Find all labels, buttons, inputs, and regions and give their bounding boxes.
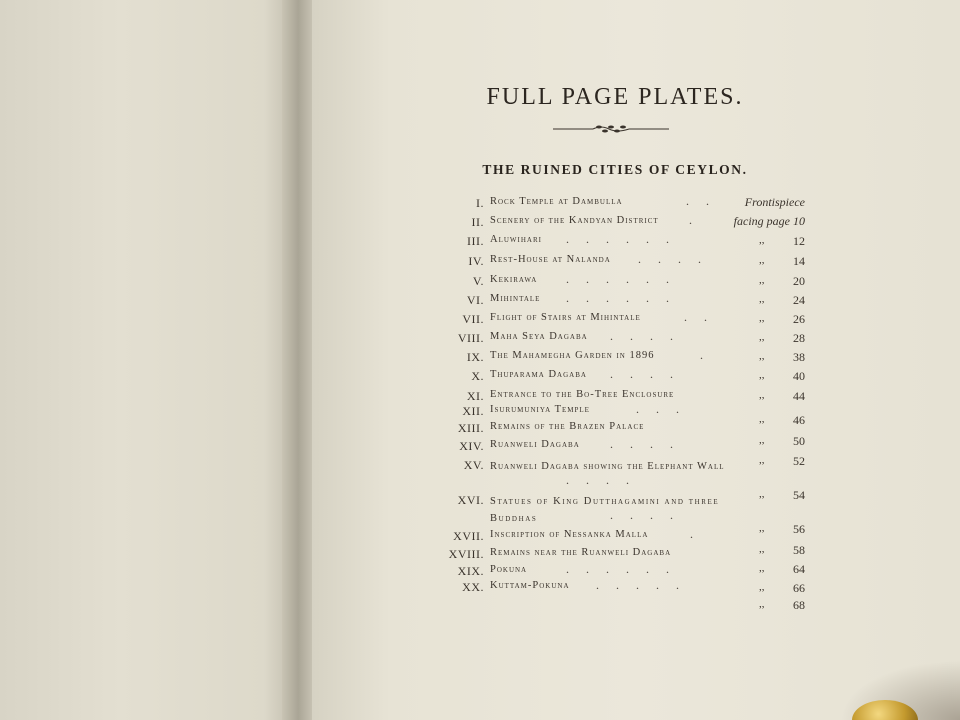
- dot-leader: ......: [566, 232, 686, 246]
- section-title: THE RUINED CITIES OF CEYLON.: [482, 162, 748, 177]
- plate-title: Rock Temple at Dambulla: [490, 196, 623, 207]
- plate-entry: [0, 233, 960, 253]
- dot-leader: ....: [566, 473, 646, 487]
- plate-title: Rest-House at Nalanda: [490, 254, 611, 265]
- plate-page: 50: [793, 434, 805, 448]
- plate-title: Ruanweli Dagaba: [490, 439, 580, 450]
- ditto-mark: ,,: [759, 522, 765, 534]
- ditto-mark: ,,: [759, 254, 765, 266]
- plate-title: Aluwihari: [490, 234, 542, 245]
- plate-numeral: XIII.: [457, 421, 484, 435]
- plate-page: 26: [793, 312, 805, 326]
- dot-leader: .: [689, 213, 709, 227]
- plate-numeral: VIII.: [457, 331, 484, 345]
- plate-page: 52: [793, 454, 805, 468]
- plate-entry: [0, 253, 960, 273]
- ditto-mark: ,,: [759, 234, 765, 246]
- plate-page: 40: [793, 369, 805, 383]
- ditto-mark: ,,: [759, 413, 765, 425]
- ditto-mark: ,,: [759, 454, 765, 466]
- plate-numeral: XVII.: [453, 529, 484, 543]
- dot-leader: .: [690, 527, 710, 541]
- plate-page: 28: [793, 331, 805, 345]
- plate-numeral: XIX.: [457, 564, 484, 578]
- plate-numeral: XI.: [466, 389, 484, 403]
- plate-numeral: XIV.: [459, 439, 484, 453]
- plate-title: Maha Seya Dagaba: [490, 331, 588, 342]
- plate-title: Kekirawa: [490, 274, 538, 285]
- dot-leader: ..: [684, 310, 724, 324]
- plate-title: Pokuna: [490, 564, 528, 575]
- dot-leader: ......: [566, 562, 686, 576]
- plate-page: 56: [793, 522, 805, 536]
- dot-leader: ....: [610, 437, 690, 451]
- plate-page: 44: [793, 389, 805, 403]
- plate-entry: [0, 311, 960, 331]
- ditto-mark: ,,: [759, 331, 765, 343]
- plate-numeral: IV.: [468, 254, 484, 268]
- plate-title: Remains near the Ruanweli Dagaba: [490, 547, 672, 558]
- plate-page: 12: [793, 234, 805, 248]
- plate-numeral: X.: [471, 369, 484, 383]
- plate-title: Statues of King Dutthagamini and three Buddhas: [490, 496, 720, 524]
- plate-numeral: IX.: [466, 350, 484, 364]
- plate-page: 38: [793, 350, 805, 364]
- plate-page: 46: [793, 413, 805, 427]
- ditto-mark: ,,: [759, 350, 765, 362]
- plate-numeral: III.: [467, 234, 484, 248]
- dot-leader: ...: [636, 402, 696, 416]
- dot-leader: ....: [638, 252, 718, 266]
- dot-leader: ..: [686, 194, 726, 208]
- plate-entry: [0, 330, 960, 350]
- plate-numeral: I.: [476, 196, 484, 210]
- plate-title: Entrance to the Bo-Tree Enclosure: [490, 389, 675, 400]
- plate-numeral: VI.: [466, 293, 484, 307]
- plate-page: 14: [793, 254, 805, 268]
- ditto-mark: ,,: [759, 598, 765, 610]
- plate-title: The Mahamegha Garden in 1896: [490, 350, 655, 361]
- ditto-mark: ,,: [759, 434, 765, 446]
- dot-leader: ....: [610, 508, 690, 522]
- dot-leader: ....: [610, 329, 690, 343]
- plate-page: 58: [793, 543, 805, 557]
- plate-page: 54: [793, 488, 805, 502]
- plate-entry: [0, 349, 960, 369]
- plate-title: Inscription of Nessanka Malla: [490, 529, 649, 540]
- plate-title: Remains of the Brazen Palace: [490, 421, 645, 432]
- plate-title: Ruanweli Dagaba showing the Elephant Wall: [490, 461, 725, 472]
- plate-entry: [0, 214, 960, 234]
- dot-leader: ......: [566, 291, 686, 305]
- ditto-mark: ,,: [759, 581, 765, 593]
- plate-page: 66: [793, 581, 805, 595]
- plate-page: 68: [793, 598, 805, 612]
- plate-title: Kuttam-Pokuna: [490, 580, 570, 591]
- plate-entry: [0, 195, 960, 215]
- ditto-mark: ,,: [759, 369, 765, 381]
- plate-numeral: XX.: [462, 580, 484, 594]
- plate-title: Isurumuniya Temple: [490, 404, 590, 415]
- plate-title: Scenery of the Kandyan District: [490, 215, 659, 226]
- plate-numeral: V.: [472, 274, 484, 288]
- plate-numeral: XVI.: [457, 493, 484, 507]
- dot-leader: .....: [596, 578, 696, 592]
- plate-numeral: XII.: [462, 404, 484, 418]
- plate-page: 24: [793, 293, 805, 307]
- plate-title: Flight of Stairs at Mihintale: [490, 312, 641, 323]
- ditto-mark: ,,: [759, 562, 765, 574]
- ditto-mark: ,,: [759, 488, 765, 500]
- ditto-mark: ,,: [759, 389, 765, 401]
- dot-leader: ......: [566, 272, 686, 286]
- plate-numeral: II.: [471, 215, 484, 229]
- page-title: FULL PAGE PLATES.: [486, 84, 744, 110]
- leaf-ornament-icon: [553, 122, 669, 136]
- plate-page: 64: [793, 562, 805, 576]
- plate-numeral: XV.: [463, 458, 484, 472]
- ditto-mark: ,,: [759, 293, 765, 305]
- plate-numeral: VII.: [462, 312, 484, 326]
- dot-leader: ....: [610, 367, 690, 381]
- plate-page: facing page 10: [733, 214, 805, 228]
- plate-title: Mihintale: [490, 293, 541, 304]
- plate-entry: [0, 368, 960, 388]
- ditto-mark: ,,: [759, 543, 765, 555]
- plate-page: Frontispiece: [744, 195, 805, 209]
- dot-leader: .: [700, 348, 720, 362]
- plate-entry: [0, 579, 960, 619]
- plate-numeral: XVIII.: [448, 547, 484, 561]
- plate-entry: [0, 292, 960, 312]
- ditto-mark: ,,: [759, 274, 765, 286]
- plate-title: Thuparama Dagaba: [490, 369, 587, 380]
- plate-entry: [0, 273, 960, 293]
- ditto-mark: ,,: [759, 312, 765, 324]
- plate-page: 20: [793, 274, 805, 288]
